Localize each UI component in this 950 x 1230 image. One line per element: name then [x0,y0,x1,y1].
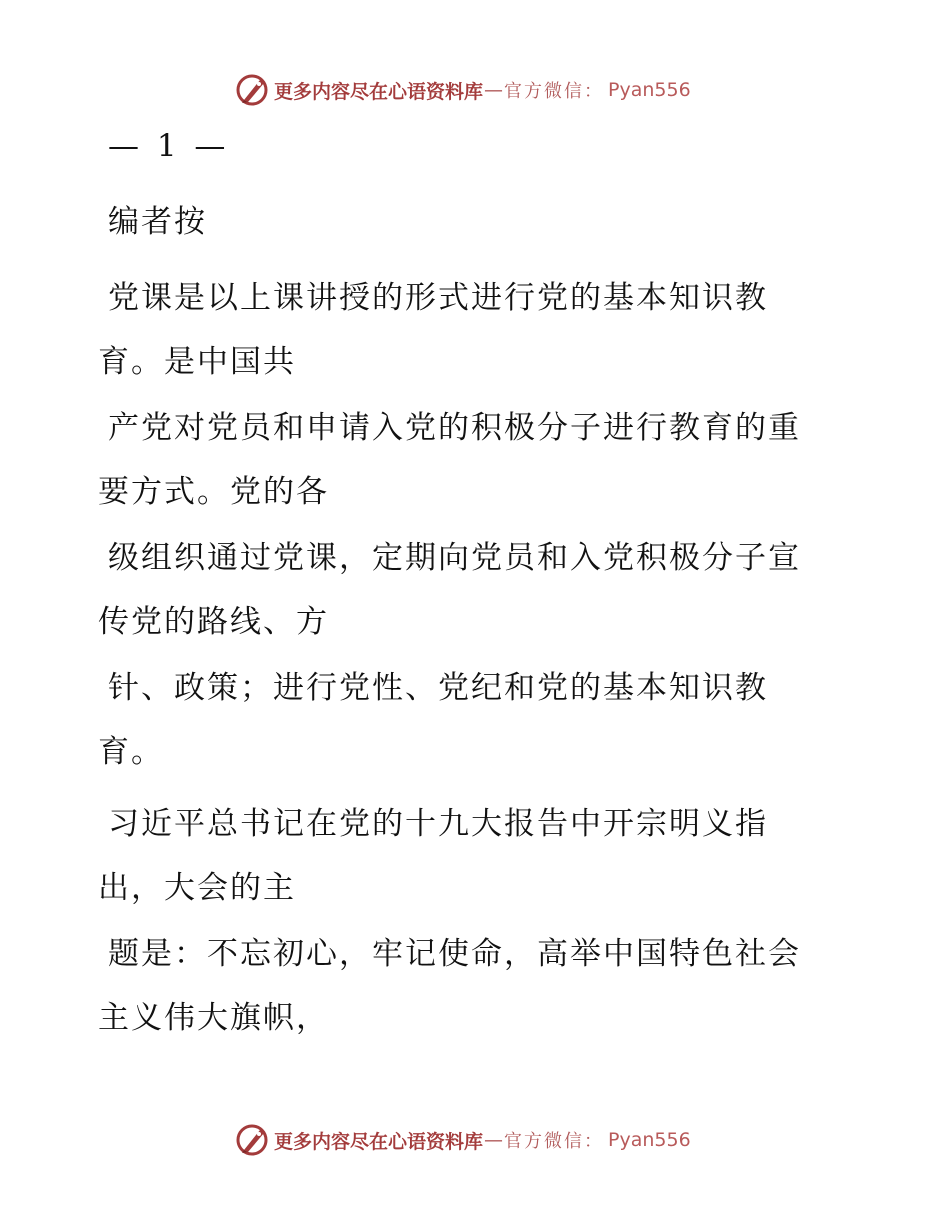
watermark-banner-top [234,70,691,110]
paragraph-line: 习近平总书记在党的十九大报告中开宗明义指 [108,806,768,842]
paragraph-line: 要方式。党的各 [98,474,329,510]
paragraph [0,666,950,774]
paragraph [0,276,950,384]
paragraph-line: 传党的路线、方 [98,604,329,640]
watermark-main-text: 更多内容尽在心语资料库 [274,1130,484,1153]
paragraph-line: 针、政策；进行党性、党纪和党的基本知识教 [108,670,768,706]
paragraph [0,406,950,514]
paragraph-line: 育。是中国共 [98,344,296,380]
pen-logo-icon [234,1122,270,1158]
watermark-dash: — [484,79,504,101]
paragraph-line: 育。 [98,734,164,770]
paragraph-line: 出，大会的主 [98,870,296,906]
paragraph-line: 主义伟大旗帜， [98,1000,329,1036]
watermark-label: 官方微信： [504,81,605,102]
paragraph-line: 产党对党员和申请入党的积极分子进行教育的重 [108,410,801,446]
paragraph-line: 题是：不忘初心，牢记使命，高举中国特色社会 [108,936,801,972]
watermark-account: Pyan556 [608,79,691,101]
heading-editor-note: 编者按 [108,204,207,240]
watermark-dash: — [484,1129,504,1151]
watermark-main-text: 更多内容尽在心语资料库 [274,80,484,103]
watermark-banner-bottom [234,1120,691,1160]
paragraph-line: 级组织通过党课，定期向党员和入党积极分子宣 [108,540,801,576]
pen-logo-icon [234,72,270,108]
page-number: — 1 — [108,128,230,164]
paragraph [0,536,950,644]
watermark-label: 官方微信： [504,1131,605,1152]
paragraph-line: 党课是以上课讲授的形式进行党的基本知识教 [108,280,768,316]
paragraph [0,802,950,910]
paragraph [0,932,950,1040]
watermark-account: Pyan556 [608,1129,691,1151]
